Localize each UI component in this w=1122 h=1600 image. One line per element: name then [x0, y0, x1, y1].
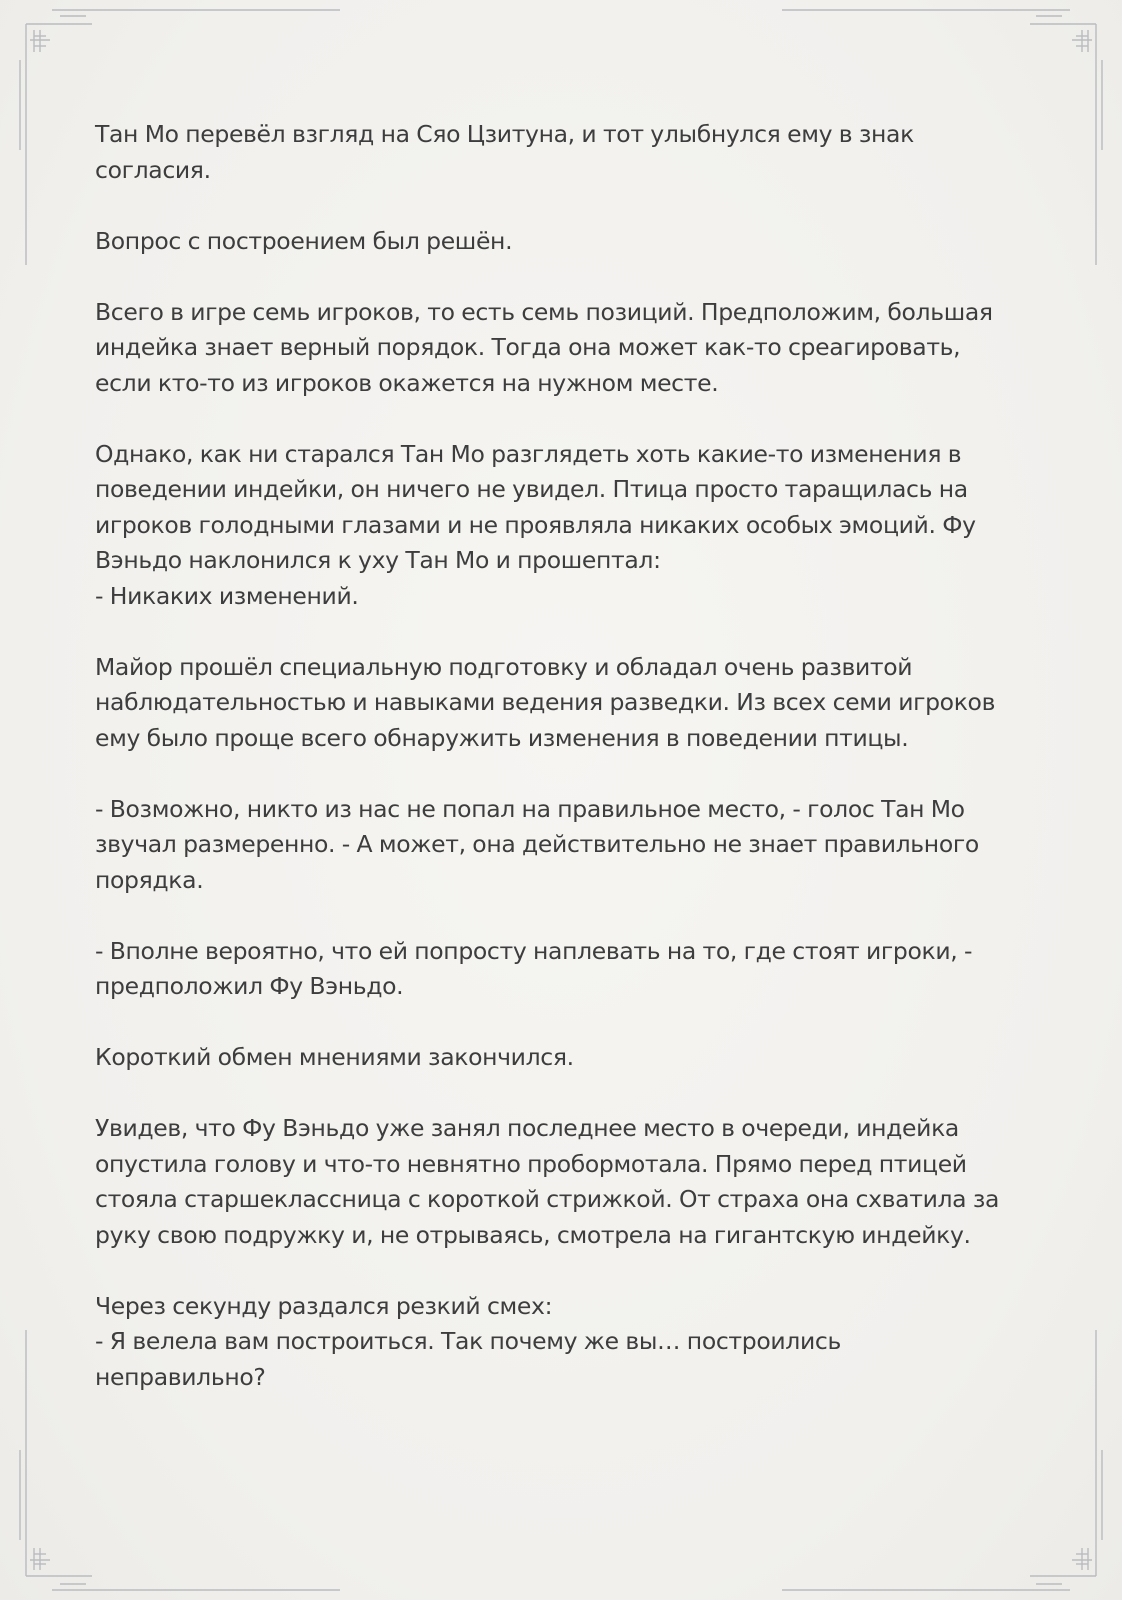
- story-text: [95, 117, 1035, 1395]
- paragraph: [95, 934, 1035, 1005]
- text-line: Увидев, что Фу Вэньдо уже занял последнее место в очереди, индейка: [95, 1114, 959, 1142]
- text-line: наблюдательностью и навыками ведения разведки. Из всех семи игроков: [95, 688, 996, 716]
- text-line: звучал размеренно. - А может, она действительно не знает правильного: [95, 830, 979, 858]
- text-line: согласия.: [95, 155, 211, 184]
- text-line: индейка знает верный порядок. Тогда она может как-то среагировать,: [95, 333, 961, 361]
- text-line: игроков голодными глазами и не проявляла никаких особых эмоций. Фу: [95, 510, 976, 539]
- text-line: - Вполне вероятно, что ей попросту наплевать на то, где стоят игроки, -: [95, 936, 973, 965]
- text-line: порядка.: [95, 865, 204, 894]
- paragraph: [95, 295, 1035, 402]
- text-line: Всего в игре семь игроков, то есть семь позиций. Предположим, большая: [95, 297, 993, 326]
- paragraph: [95, 650, 1035, 757]
- paragraph: [95, 1040, 1035, 1076]
- text-line: предположил Фу Вэньдо.: [95, 972, 404, 1000]
- text-line: - Я велела вам построиться. Так почему же вы… построились: [95, 1327, 841, 1355]
- text-line: Однако, как ни старался Тан Мо разглядеть хоть какие-то изменения в: [95, 439, 962, 468]
- text-line: Вопрос с построением был решён.: [95, 226, 513, 255]
- text-line: руку свою подружку и, не отрываясь, смотрела на гигантскую индейку.: [95, 1220, 971, 1249]
- paragraph: [95, 224, 1035, 260]
- paragraph: [95, 792, 1035, 899]
- text-line: ему было проще всего обнаружить изменения в поведении птицы.: [95, 723, 909, 752]
- text-line: поведении индейки, он ничего не увидел. Птица просто таращилась на: [95, 475, 968, 503]
- text-line: - Никаких изменений.: [95, 581, 359, 610]
- text-line: Короткий обмен мнениями закончился.: [95, 1043, 574, 1071]
- paragraph: [95, 1289, 1035, 1396]
- text-line: опустила голову и что-то невнятно пробормотала. Прямо перед птицей: [95, 1149, 967, 1178]
- text-line: неправильно?: [95, 1362, 266, 1391]
- paragraph: [95, 437, 1035, 615]
- text-line: Вэньдо наклонился к уху Тан Мо и прошептал:: [95, 546, 661, 574]
- text-line: - Возможно, никто из нас не попал на правильное место, - голос Тан Мо: [95, 794, 965, 823]
- paragraph: [95, 117, 1035, 188]
- paragraph: [95, 1111, 1035, 1253]
- text-line: стояла старшеклассница с короткой стрижкой. От страха она схватила за: [95, 1185, 1000, 1213]
- text-line: Майор прошёл специальную подготовку и обладал очень развитой: [95, 652, 913, 681]
- text-line: если кто-то из игроков окажется на нужном месте.: [95, 368, 719, 397]
- text-line: Через секунду раздался резкий смех:: [95, 1291, 553, 1320]
- text-line: Тан Мо перевёл взгляд на Сяо Цзитуна, и тот улыбнулся ему в знак: [95, 120, 914, 148]
